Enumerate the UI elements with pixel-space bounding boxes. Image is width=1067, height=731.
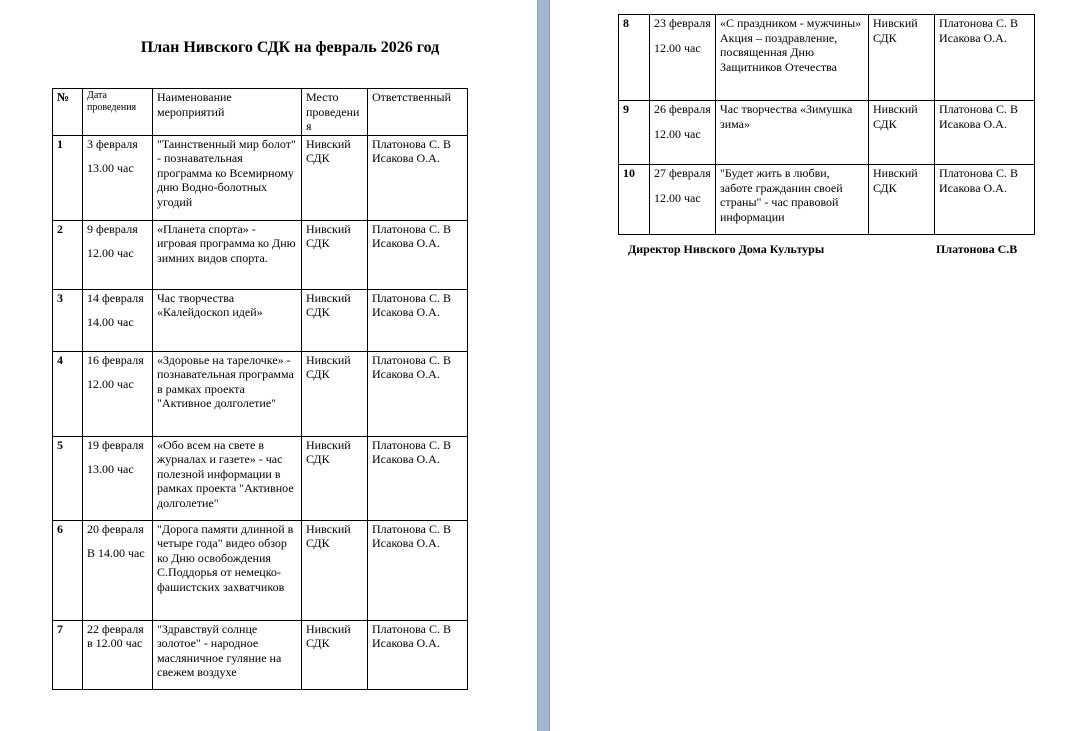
header-responsible: Ответственный — [368, 89, 468, 136]
row-responsible: Платонова С. В Исакова О.А. — [368, 436, 468, 520]
row-place: Нивский СДК — [869, 101, 935, 165]
row-place: Нивский СДК — [869, 165, 935, 235]
page-title: План Нивского СДК на февраль 2026 год — [140, 39, 440, 56]
row-date-time: В 14.00 час — [87, 546, 145, 560]
row-event-name: "Будет жить в любви, заботе гражданин своей страны" - час правовой информации — [716, 165, 869, 235]
row-num: 2 — [53, 220, 83, 289]
table-row — [53, 520, 468, 620]
row-place: Нивский СДК — [302, 220, 368, 289]
row-place: Нивский СДК — [869, 15, 935, 101]
row-event-name: «Планета спорта» - игровая программа ко Дню зимних видов спорта. — [153, 220, 302, 289]
row-num: 7 — [53, 620, 83, 689]
row-responsible: Платонова С. В Исакова О.А. — [935, 165, 1035, 235]
table-row — [53, 289, 468, 351]
row-date-time: 12.00 час — [654, 126, 701, 141]
row-place: Нивский СДК — [302, 436, 368, 520]
row-date-day: 23 февраля — [654, 16, 711, 30]
table-row — [53, 436, 468, 520]
row-num: 9 — [619, 101, 650, 165]
row-event-name: Час творчества «Зимушка зима» — [716, 101, 869, 165]
row-date — [650, 15, 716, 101]
table-row — [619, 165, 1035, 235]
row-date-time: 13.00 час — [87, 161, 134, 175]
row-responsible: Платонова С. В Исакова О.А. — [935, 101, 1035, 165]
row-date-day: 14 февраля — [87, 290, 144, 305]
row-responsible: Платонова С. В Исакова О.А. — [368, 620, 468, 689]
row-date — [83, 289, 153, 351]
row-date-day: 26 февраля — [654, 102, 711, 116]
row-date — [83, 220, 153, 289]
row-place: Нивский СДК — [302, 520, 368, 620]
row-date-time: 12.00 час — [87, 246, 134, 260]
row-responsible: Платонова С. В Исакова О.А. — [368, 135, 468, 220]
row-date — [650, 101, 716, 165]
row-date-day: 19 февраля — [87, 437, 144, 452]
director-name: Платонова С.В — [936, 242, 1018, 256]
header-num: № — [53, 89, 83, 136]
row-date — [83, 351, 153, 436]
row-place: Нивский СДК — [302, 351, 368, 436]
header-date: Дата проведения — [83, 89, 153, 136]
row-event-name: «С праздником - мужчины» Акция – поздравление, посвященная Дню Защитников Отечества — [716, 15, 869, 101]
row-date: 22 февраля в 12.00 час — [83, 620, 153, 689]
row-event-name: «Здоровье на тарелочке» - познавательная программа в рамках проекта "Активное долголетие" — [153, 351, 302, 436]
row-place: Нивский СДК — [302, 620, 368, 689]
row-event-name: "Дорога памяти длинной в четыре года" видео обзор ко Дню освобождения С.Поддорья от немецко-фашистских захватчиков — [153, 520, 302, 620]
table-row — [53, 351, 468, 436]
row-responsible: Платонова С. В Исакова О.А. — [368, 351, 468, 436]
row-event-name: "Здравствуй солнце золотое" - народное масляничное гуляние на свежем воздухе — [153, 620, 302, 689]
row-num: 8 — [619, 15, 650, 101]
row-date-time: 14.00 час — [87, 315, 134, 329]
events-table — [52, 88, 468, 690]
table-row — [619, 15, 1035, 101]
row-date — [83, 135, 153, 220]
table-row — [53, 135, 468, 220]
row-event-name: "Таинственный мир болот" - познавательная программа ко Всемирному дню Водно-болотных угодий — [153, 135, 302, 220]
row-responsible: Платонова С. В Исакова О.А. — [368, 520, 468, 620]
row-date-time: 12.00 час — [654, 40, 701, 55]
row-responsible: Платонова С. В Исакова О.А. — [368, 220, 468, 289]
row-event-name: «Обо всем на свете в журналах и газете» - час полезной информации в рамках проекта "Активное долголетие" — [153, 436, 302, 520]
row-num: 5 — [53, 436, 83, 520]
row-date-day: 20 февраля — [87, 521, 144, 536]
row-date-time: 13.00 час — [87, 462, 134, 476]
row-date — [83, 436, 153, 520]
table-row — [53, 620, 468, 689]
row-date-time: 12.00 час — [87, 377, 134, 391]
header-place: Место проведения — [302, 89, 368, 136]
events-table-continued — [618, 14, 1035, 235]
row-num: 4 — [53, 351, 83, 436]
table-row — [53, 220, 468, 289]
header-name: Наименование мероприятий — [153, 89, 302, 136]
row-responsible: Платонова С. В Исакова О.А. — [935, 15, 1035, 101]
row-place: Нивский СДК — [302, 135, 368, 220]
row-num: 6 — [53, 520, 83, 620]
table-header-row — [53, 89, 468, 136]
row-num: 10 — [619, 165, 650, 235]
row-date-day: 9 февраля — [87, 221, 138, 236]
row-responsible: Платонова С. В Исакова О.А. — [368, 289, 468, 351]
row-date — [650, 165, 716, 235]
row-num: 1 — [53, 135, 83, 220]
row-date-day: 16 февраля — [87, 352, 144, 367]
director-title: Директор Нивского Дома Культуры — [628, 242, 825, 256]
row-place: Нивский СДК — [302, 289, 368, 351]
row-date — [83, 520, 153, 620]
row-num: 3 — [53, 289, 83, 351]
row-date-day: 27 февраля — [654, 166, 711, 180]
table-row — [619, 101, 1035, 165]
row-date-time: 12.00 час — [654, 190, 701, 205]
row-event-name: Час творчества «Калейдоскоп идей» — [153, 289, 302, 351]
row-date-day: 3 февраля — [87, 136, 138, 151]
document-page-2 — [549, 0, 1067, 731]
